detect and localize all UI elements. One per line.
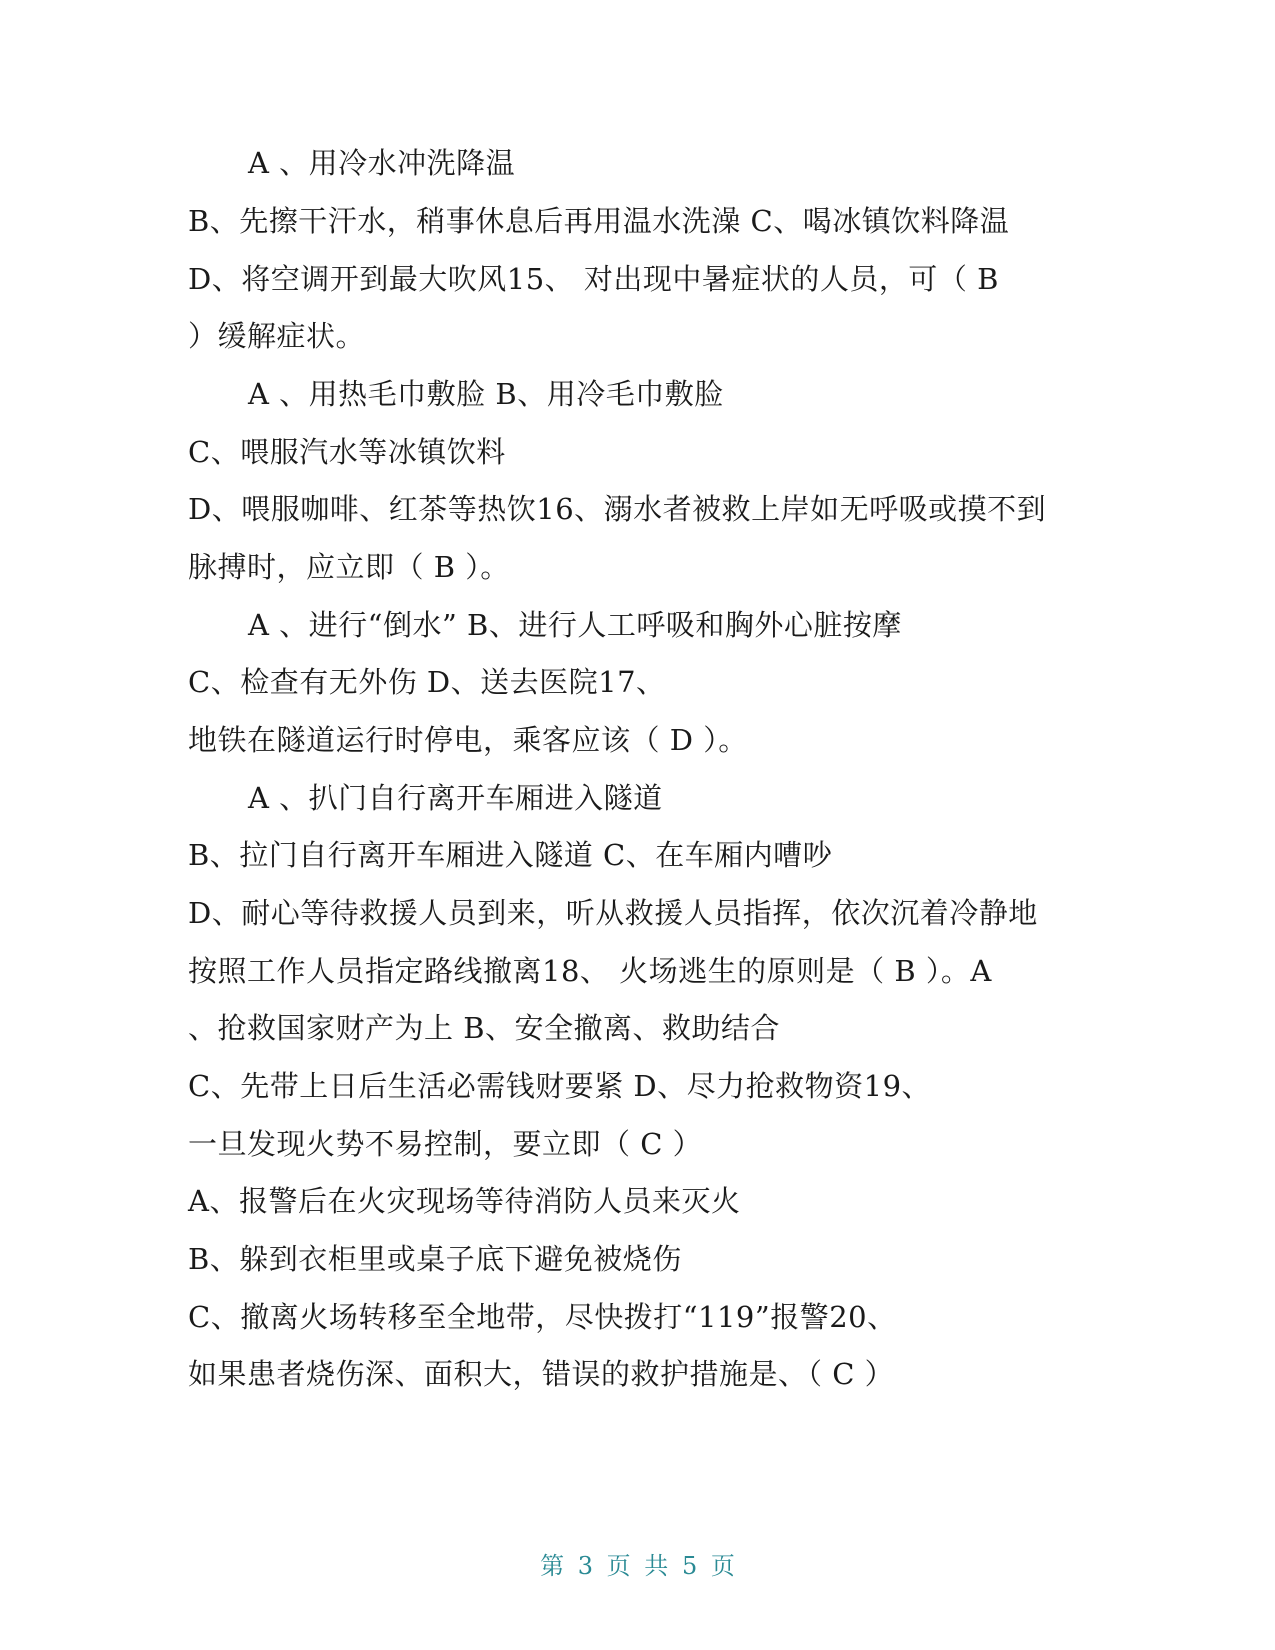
text-line: A 、用冷水冲洗降温 [248,146,516,180]
text-line: A 、扒门自行离开车厢进入隧道 [248,781,663,815]
text-line: ）缓解症状。 [188,319,366,353]
text-line: C、喂服汽水等冰镇饮料 [188,435,506,469]
text-line: B、拉门自行离开车厢进入隧道 C、在车厢内嘈吵 [188,838,833,872]
text-line: D、耐心等待救援人员到来，听从救援人员指挥，依次沉着冷静地 [188,896,1038,930]
text-line: 一旦发现火势不易控制，要立即（ C ） [188,1127,703,1161]
text-line: B、躲到衣柜里或桌子底下避免被烧伤 [188,1242,682,1276]
text-line: C、撤离火场转移至全地带，尽快拨打“119”报警20、 [188,1300,897,1334]
text-line: A 、进行“倒水” B、进行人工呼吸和胸外心脏按摩 [248,608,902,642]
text-line: D、将空调开到最大吹风15、 对出现中暑症状的人员，可（ B [188,262,999,296]
text-line: C、先带上日后生活必需钱财要紧 D、尽力抢救物资19、 [188,1069,932,1103]
text-line: C、检查有无外伤 D、送去医院17、 [188,665,666,699]
text-line: 按照工作人员指定路线撤离18、 火场逃生的原则是（ B ）。A [188,954,992,988]
text-line: 脉搏时，应立即（ B ）。 [188,550,510,584]
text-line: B、先擦干汗水，稍事休息后再用温水洗澡 C、喝冰镇饮料降温 [188,204,1010,238]
page-number-footer: 第 3 页 共 5 页 [540,1552,735,1580]
text-line: 如果患者烧伤深、面积大，错误的救护措施是、（ C ） [188,1357,895,1391]
text-line: A、报警后在火灾现场等待消防人员来灭火 [188,1184,741,1218]
text-line: 、抢救国家财产为上 B、安全撤离、救助结合 [188,1011,781,1045]
text-line: D、喂服咖啡、红茶等热饮16、溺水者被救上岸如无呼吸或摸不到 [188,492,1047,526]
text-line: 地铁在隧道运行时停电，乘客应该（ D ）。 [188,723,748,757]
text-line: A 、用热毛巾敷脸 B、用冷毛巾敷脸 [248,377,724,411]
